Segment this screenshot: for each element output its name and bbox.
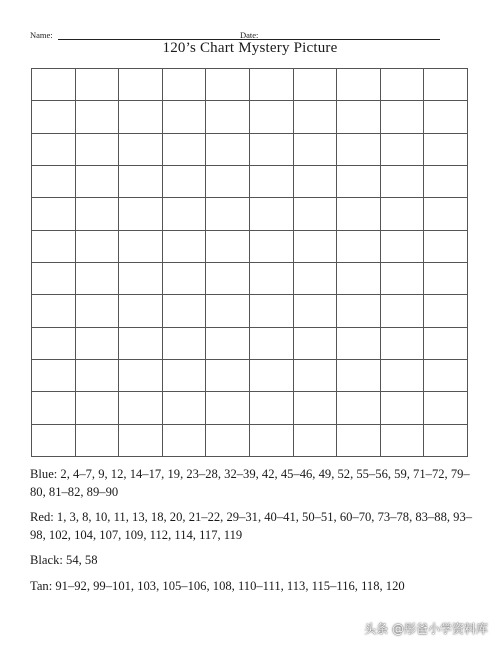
grid-cell [381, 134, 425, 166]
grid-cell [32, 295, 76, 327]
color-key-blue: Blue: 2, 4–7, 9, 12, 14–17, 19, 23–28, 32–39, 42, 45–46, 49, 52, 55–56, 59, 71–72, 79–80, 81–82, 89–90 [30, 467, 470, 499]
grid-cell [206, 425, 250, 457]
grid-cell [76, 166, 120, 198]
grid-cell [163, 231, 207, 263]
grid-cell [337, 134, 381, 166]
grid-cell [250, 198, 294, 230]
color-key-red: Red: 1, 3, 8, 10, 11, 13, 18, 20, 21–22, 29–31, 40–41, 50–51, 60–70, 73–78, 83–88, 93–98, 102, 104, 107, 109, 112, 114, 117, 119 [30, 510, 473, 542]
grid-cell [250, 328, 294, 360]
color-key-list [30, 466, 475, 603]
grid-cell [206, 198, 250, 230]
grid-cell [76, 263, 120, 295]
grid-cell [32, 328, 76, 360]
grid-cell [32, 101, 76, 133]
grid-cell [250, 231, 294, 263]
grid-cell [337, 101, 381, 133]
grid-cell [76, 360, 120, 392]
grid-cell [32, 166, 76, 198]
grid-cell [337, 392, 381, 424]
color-key-black: Black: 54, 58 [30, 553, 98, 567]
grid-cell [294, 392, 338, 424]
grid-cell [163, 263, 207, 295]
grid-cell [206, 134, 250, 166]
date-label: Date: [240, 30, 259, 40]
grid-cell [424, 198, 468, 230]
grid-cell [294, 231, 338, 263]
grid-cell [76, 425, 120, 457]
grid-cell [119, 198, 163, 230]
grid-cell [76, 69, 120, 101]
grid-cell [163, 295, 207, 327]
grid-cell [294, 328, 338, 360]
grid-cell [206, 295, 250, 327]
grid-cell [294, 360, 338, 392]
grid-cell [32, 392, 76, 424]
grid-cell [337, 263, 381, 295]
grid-cell [337, 295, 381, 327]
grid-cell [119, 425, 163, 457]
grid-cell [32, 198, 76, 230]
grid-cell [206, 101, 250, 133]
grid-cell [163, 101, 207, 133]
grid-cell [337, 425, 381, 457]
grid-cell [206, 263, 250, 295]
grid-cell [163, 328, 207, 360]
grid-cell [424, 425, 468, 457]
grid-cell [32, 134, 76, 166]
grid-cell [424, 392, 468, 424]
name-label: Name: [30, 30, 53, 40]
grid-cell [250, 295, 294, 327]
grid-cell [76, 295, 120, 327]
grid-cell [163, 69, 207, 101]
grid-cell [119, 328, 163, 360]
grid-cell [381, 328, 425, 360]
grid-cell [424, 231, 468, 263]
grid-cell [381, 101, 425, 133]
grid-cell [250, 425, 294, 457]
grid-cell [163, 134, 207, 166]
grid-cell [337, 69, 381, 101]
worksheet-title: 120’s Chart Mystery Picture [162, 40, 338, 56]
grid-cell [163, 392, 207, 424]
grid-cell [119, 166, 163, 198]
grid-cell [424, 295, 468, 327]
grid-cell [424, 328, 468, 360]
grid-cell [381, 166, 425, 198]
grid-cell [381, 360, 425, 392]
grid-cell [76, 231, 120, 263]
grid-cell [32, 360, 76, 392]
grid-cell [119, 295, 163, 327]
color-key-tan: Tan: 91–92, 99–101, 103, 105–106, 108, 110–111, 113, 115–116, 118, 120 [30, 578, 405, 593]
grid-cell [424, 166, 468, 198]
grid-cell [32, 231, 76, 263]
grid-cell [381, 231, 425, 263]
grid-cell [250, 263, 294, 295]
grid-cell [206, 360, 250, 392]
grid-cell [337, 328, 381, 360]
grid-cell [119, 392, 163, 424]
grid-cell [119, 231, 163, 263]
grid-cell [163, 425, 207, 457]
grid-cell [76, 198, 120, 230]
grid-cell [294, 166, 338, 198]
grid-cell [76, 328, 120, 360]
grid-cell [294, 295, 338, 327]
grid-cell [424, 101, 468, 133]
grid-cell [32, 69, 76, 101]
grid-cell [294, 134, 338, 166]
grid-cell [250, 101, 294, 133]
grid-cell [206, 392, 250, 424]
grid-cell [119, 69, 163, 101]
grid-cell [381, 425, 425, 457]
grid-cell [250, 360, 294, 392]
grid-cell [206, 231, 250, 263]
grid-cell [32, 263, 76, 295]
grid-cell [424, 263, 468, 295]
grid-cell [206, 328, 250, 360]
grid-cell [163, 198, 207, 230]
grid-cell [337, 166, 381, 198]
grid-cell [381, 198, 425, 230]
grid-cell [163, 360, 207, 392]
grid-cell [119, 101, 163, 133]
grid-cell [119, 360, 163, 392]
mystery-picture-grid [31, 68, 468, 457]
grid-cell [250, 69, 294, 101]
grid-cell [337, 360, 381, 392]
grid-cell [76, 392, 120, 424]
grid-cell [337, 198, 381, 230]
grid-cell [424, 69, 468, 101]
watermark-text: 头条 @彤爸小学资料库 [364, 622, 488, 636]
grid-cell [294, 263, 338, 295]
grid-cell [424, 360, 468, 392]
grid-cell [119, 263, 163, 295]
grid-cell [294, 101, 338, 133]
grid-cell [381, 295, 425, 327]
grid-cell [381, 69, 425, 101]
grid-cell [250, 166, 294, 198]
grid-cell [250, 134, 294, 166]
grid-cell [424, 134, 468, 166]
grid-cell [76, 101, 120, 133]
grid-cell [337, 231, 381, 263]
grid-cell [119, 134, 163, 166]
grid-cell [294, 198, 338, 230]
grid-cell [32, 425, 76, 457]
grid-cell [381, 263, 425, 295]
grid-cell [206, 166, 250, 198]
grid-cell [206, 69, 250, 101]
grid-cell [381, 392, 425, 424]
grid-cell [294, 425, 338, 457]
grid-cell [250, 392, 294, 424]
grid-cell [163, 166, 207, 198]
grid-cell [76, 134, 120, 166]
grid-cell [294, 69, 338, 101]
